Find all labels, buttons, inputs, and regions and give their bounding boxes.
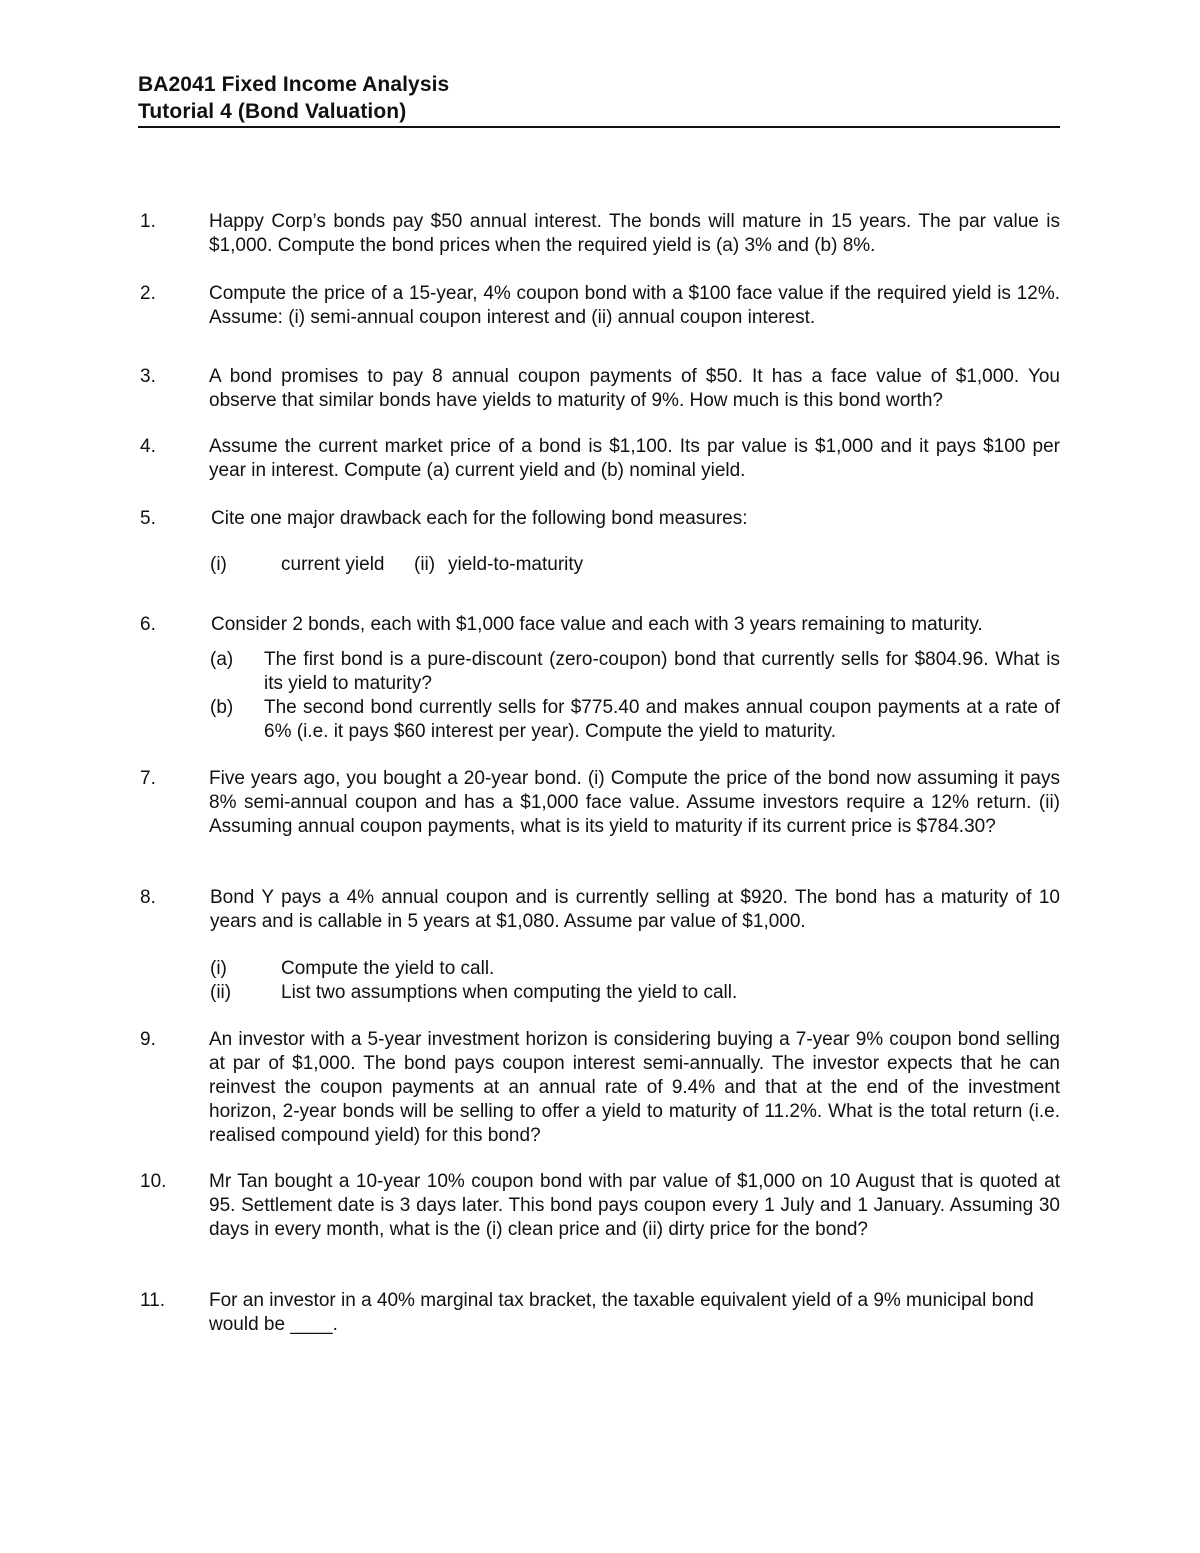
question-number: 11. [140, 1290, 166, 1311]
question-text: Compute the price of a 15-year, 4% coupon bond with a $100 face value if the required yield is 12%. Assume: (i) semi-annual coupon interest and (ii) annual coupon interest. [209, 283, 1060, 328]
question-7 [140, 767, 1060, 839]
question-1 [140, 210, 1060, 258]
sub-item-label: (i) [210, 958, 227, 979]
question-text: Mr Tan bought a 10-year 10% coupon bond with par value of $1,000 on 10 August that is quoted at 95. Settlement date is 3 days later. This bond pays coupon every 1 July and 1 January. Assuming 30 days in every month, what is the (i) clean price and (ii) dirty price for the bond? [209, 1171, 1060, 1240]
question-number: 1. [140, 211, 156, 232]
question-number: 9. [140, 1029, 156, 1050]
question-3 [140, 365, 1060, 413]
question-number: 8. [140, 887, 156, 908]
question-text: A bond promises to pay 8 annual coupon payments of $50. It has a face value of $1,000. You observe that similar bonds have yields to maturity of 9%. How much is this bond worth? [209, 366, 1060, 411]
sub-item-6-b [210, 696, 1060, 744]
question-4 [140, 435, 1060, 483]
question-number: 2. [140, 283, 156, 304]
sub-item-text: The first bond is a pure-discount (zero-coupon) bond that currently sells for $804.96. What is its yield to maturity? [264, 649, 1060, 694]
question-11 [140, 1289, 1060, 1337]
sub-item-label: (i) [210, 554, 227, 575]
sub-item-6-a [210, 648, 1060, 696]
sub-item-label: (a) [210, 649, 234, 670]
sub-item-text: current yield [281, 554, 385, 575]
question-5 [140, 507, 1060, 531]
question-number: 4. [140, 436, 156, 457]
question-10 [140, 1170, 1060, 1242]
question-text: An investor with a 5-year investment horizon is considering buying a 7-year 9% coupon bond selling at par of $1,000. The bond pays coupon interest semi-annually. The investor expects that he can reinvest the coupon payments at an annual rate of 9.4% and that at the end of the investment horizon, 2-year bonds will be selling to offer a yield to maturity of 11.2%. What is the total return (i.e. realised compound yield) for this bond? [209, 1029, 1060, 1146]
document-header [138, 71, 1060, 128]
question-9 [140, 1028, 1060, 1148]
question-number: 7. [140, 768, 156, 789]
header-rule [138, 126, 1060, 128]
sub-item-text: The second bond currently sells for $775.40 and makes annual coupon payments at a rate of 6% (i.e. it pays $60 interest per year). Compute the yield to maturity. [264, 697, 1060, 742]
question-number: 10. [140, 1171, 167, 1192]
sub-item-text: Compute the yield to call. [281, 958, 495, 979]
sub-item-label: (ii) [210, 982, 232, 1003]
question-6 [140, 613, 1060, 637]
sub-item-text: List two assumptions when computing the yield to call. [281, 982, 738, 1003]
question-text: For an investor in a 40% marginal tax bracket, the taxable equivalent yield of a 9% municipal bond would be ____. [209, 1290, 1034, 1335]
question-text: Consider 2 bonds, each with $1,000 face value and each with 3 years remaining to maturity. [211, 614, 983, 635]
question-number: 5. [140, 508, 156, 529]
question-number: 3. [140, 366, 156, 387]
sub-item-label: (b) [210, 697, 234, 718]
sub-item-text: yield-to-maturity [448, 554, 584, 575]
course-title: BA2041 Fixed Income Analysis [138, 73, 450, 96]
question-8 [140, 886, 1060, 934]
question-text: Cite one major drawback each for the following bond measures: [211, 508, 748, 529]
tutorial-title: Tutorial 4 (Bond Valuation) [138, 100, 407, 123]
sub-item-8-i [210, 957, 1060, 981]
question-text: Bond Y pays a 4% annual coupon and is currently selling at $920. The bond has a maturity of 10 years and is callable in 5 years at $1,080. Assume par value of $1,000. [210, 887, 1060, 932]
sub-item-8-ii [210, 981, 1060, 1005]
question-2 [140, 282, 1060, 330]
question-text: Assume the current market price of a bond is $1,100. Its par value is $1,000 and it pays $100 per year in interest. Compute (a) current yield and (b) nominal yield. [209, 436, 1060, 481]
question-text: Happy Corp’s bonds pay $50 annual interest. The bonds will mature in 15 years. The par value is $1,000. Compute the bond prices when the required yield is (a) 3% and (b) 8%. [209, 211, 1060, 256]
question-text: Five years ago, you bought a 20-year bond. (i) Compute the price of the bond now assuming it pays 8% semi-annual coupon and has a $1,000 face value. Assume investors require a 12% return. (ii) Assuming annual coupon payments, what is its yield to maturity if its current price is $784.30? [209, 768, 1060, 837]
question-number: 6. [140, 614, 156, 635]
sub-item-label: (ii) [414, 554, 436, 575]
